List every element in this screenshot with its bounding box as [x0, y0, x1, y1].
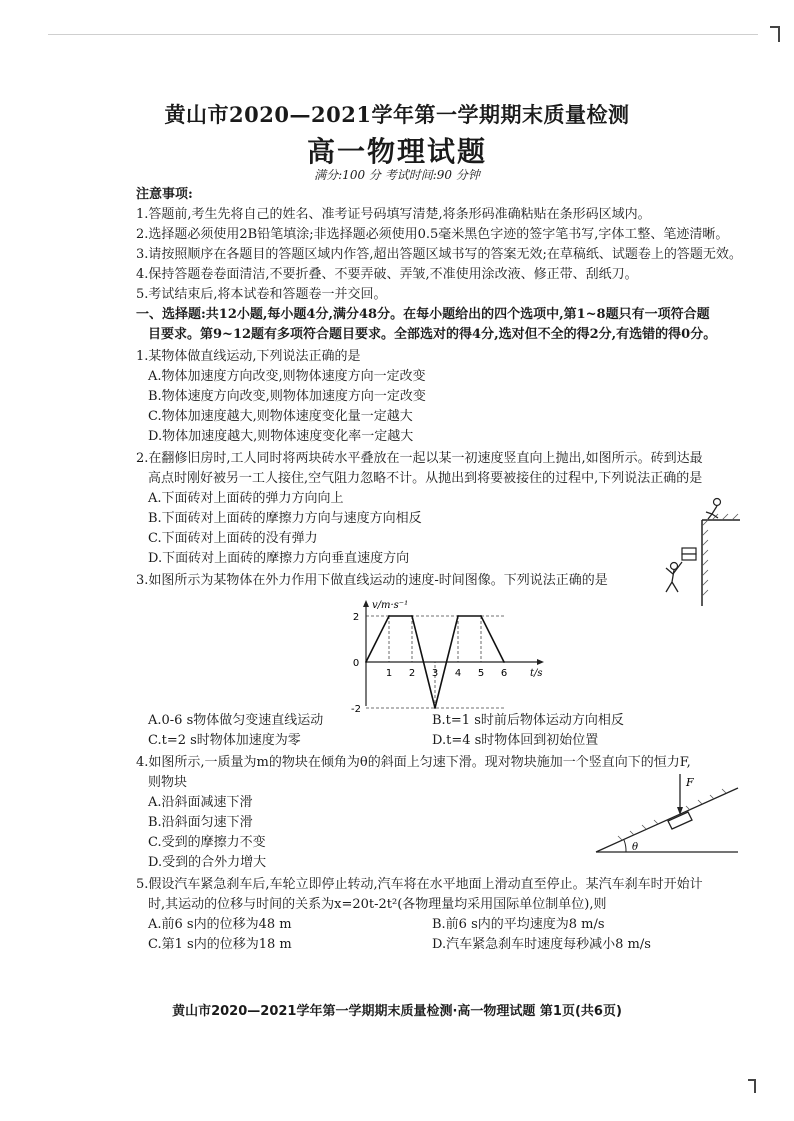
velocity-time-graph	[340, 592, 550, 712]
q4-option-a: A.沿斜面减速下滑	[148, 795, 253, 810]
corner-mark-bottom	[748, 1079, 756, 1093]
data-point	[388, 615, 390, 617]
y-axis-label: v/m·s⁻¹	[372, 600, 409, 611]
q2-option-b: B.下面砖对上面砖的摩擦力方向与速度方向相反	[148, 511, 422, 526]
y-axis-arrow	[363, 600, 369, 607]
q5-option-c: C.第1 s内的位移为18 m	[148, 937, 292, 952]
q3-option-b: B.t=1 s时前后物体运动方向相反	[432, 713, 624, 728]
q4-stem-line2: 则物块	[148, 775, 188, 790]
q1-stem: 1.某物体做直线运动,下列说法正确的是	[136, 349, 361, 364]
vt-graph-svg	[340, 592, 550, 712]
q5-option-a: A.前6 s内的位移为48 m	[148, 917, 292, 932]
data-point	[457, 615, 459, 617]
q3-option-c: C.t=2 s时物体加速度为零	[148, 733, 301, 748]
q1-option-d: D.物体加速度越大,则物体速度变化率一定越大	[148, 429, 414, 444]
q3-stem: 3.如图所示为某物体在外力作用下做直线运动的速度-时间图像。下列说法正确的是	[136, 573, 608, 588]
note-item-1: 1.答题前,考生先将自己的姓名、准考证号码填写清楚,将条形码准确粘贴在条形码区域内。	[136, 207, 651, 222]
q1-option-c: C.物体加速度越大,则物体速度变化量一定越大	[148, 409, 413, 424]
q4-option-d: D.受到的合外力增大	[148, 855, 267, 870]
corner-mark-top	[770, 26, 780, 42]
incline-figure	[592, 752, 742, 862]
q5-option-b: B.前6 s内的平均速度为8 m/s	[432, 917, 605, 932]
exam-subject: 高一物理试题	[306, 135, 487, 168]
x-tick-label: 3	[431, 668, 439, 679]
note-item-3: 3.请按照顺序在各题目的答题区域内作答,超出答题区域书写的答案无效;在草稿纸、试题卷上的答题无效。	[136, 247, 742, 262]
q4-option-c: C.受到的摩擦力不变	[148, 835, 266, 850]
x-tick-label: 1	[385, 668, 393, 679]
x-axis-arrow	[537, 659, 544, 665]
q2-option-c: C.下面砖对上面砖的没有弹力	[148, 531, 318, 546]
note-item-2: 2.选择题必须使用2B铅笔填涂;非选择题必须使用0.5毫米黑色字迹的签字笔书写,字体工整、笔迹清晰。	[136, 227, 729, 242]
q5-stem-line2: 时,其运动的位移与时间的关系为x=20t-2t²(各物理量均采用国际单位制单位),则	[148, 897, 607, 912]
q4-option-b: B.沿斜面匀速下滑	[148, 815, 253, 830]
y-tick-label: 2	[352, 612, 360, 623]
x-tick-label: 2	[408, 668, 416, 679]
brick-throw-figure	[662, 496, 742, 606]
q1-option-b: B.物体速度方向改变,则物体加速度方向一定改变	[148, 389, 426, 404]
data-point	[503, 661, 505, 663]
notes-heading: 注意事项:	[136, 187, 193, 202]
section-instructions-line1: 一、选择题:共12小题,每小题4分,满分48分。在每小题给出的四个选项中,第1~8题只有一项符合题	[136, 307, 710, 322]
data-point	[480, 615, 482, 617]
data-point	[365, 661, 367, 663]
q2-stem-line1: 2.在翻修旧房时,工人同时将两块砖水平叠放在一起以某一初速度竖直向上抛出,如图所示。砖到达最	[136, 451, 703, 466]
data-point	[434, 707, 436, 709]
q3-option-d: D.t=4 s时物体回到初始位置	[432, 733, 599, 748]
note-item-5: 5.考试结束后,将本试卷和答题卷一并交回。	[136, 287, 387, 302]
exam-meta: 满分:100 分 考试时间:90 分钟	[314, 168, 480, 182]
force-label: F	[686, 776, 694, 789]
section-instructions-line2: 目要求。第9~12题有多项符合题目要求。全部选对的得4分,选对但不全的得2分,有选错的得0分。	[148, 327, 717, 342]
data-point	[411, 615, 413, 617]
x-tick-label: 5	[477, 668, 485, 679]
angle-label: θ	[632, 842, 639, 853]
exam-title: 黄山市2020—2021学年第一学期期末质量检测	[164, 102, 630, 127]
q2-stem-line2: 高点时刚好被另一工人接住,空气阻力忽略不计。从抛出到将要被接住的过程中,下列说法正确的是	[148, 471, 703, 486]
q2-option-d: D.下面砖对上面砖的摩擦力方向垂直速度方向	[148, 551, 410, 566]
note-item-4: 4.保持答题卷卷面清洁,不要折叠、不要弄破、弄皱,不准使用涂改液、修正带、刮纸刀。	[136, 267, 638, 282]
page-footer: 黄山市2020—2021学年第一学期期末质量检测·高一物理试题 第1页(共6页)	[172, 1004, 622, 1019]
y-tick-label: -2	[351, 704, 361, 712]
x-axis-label: t/s	[530, 668, 543, 679]
origin-label: 0	[352, 658, 360, 669]
q1-option-a: A.物体加速度方向改变,则物体速度方向一定改变	[148, 369, 426, 384]
q4-stem-line1: 4.如图所示,一质量为m的物块在倾角为θ的斜面上匀速下滑。现对物块施加一个竖直向下的恒力F,	[136, 755, 691, 770]
q5-option-d: D.汽车紧急刹车时速度每秒减小8 m/s	[432, 937, 651, 952]
q5-stem-line1: 5.假设汽车紧急刹车后,车轮立即停止转动,汽车将在水平地面上滑动直至停止。某汽车刹车时开始计	[136, 877, 703, 892]
q3-option-a: A.0-6 s物体做匀变速直线运动	[148, 713, 324, 728]
q2-option-a: A.下面砖对上面砖的弹力方向向上	[148, 491, 344, 506]
scan-edge-line	[48, 34, 758, 35]
x-tick-label: 6	[500, 668, 508, 679]
x-tick-label: 4	[454, 668, 462, 679]
